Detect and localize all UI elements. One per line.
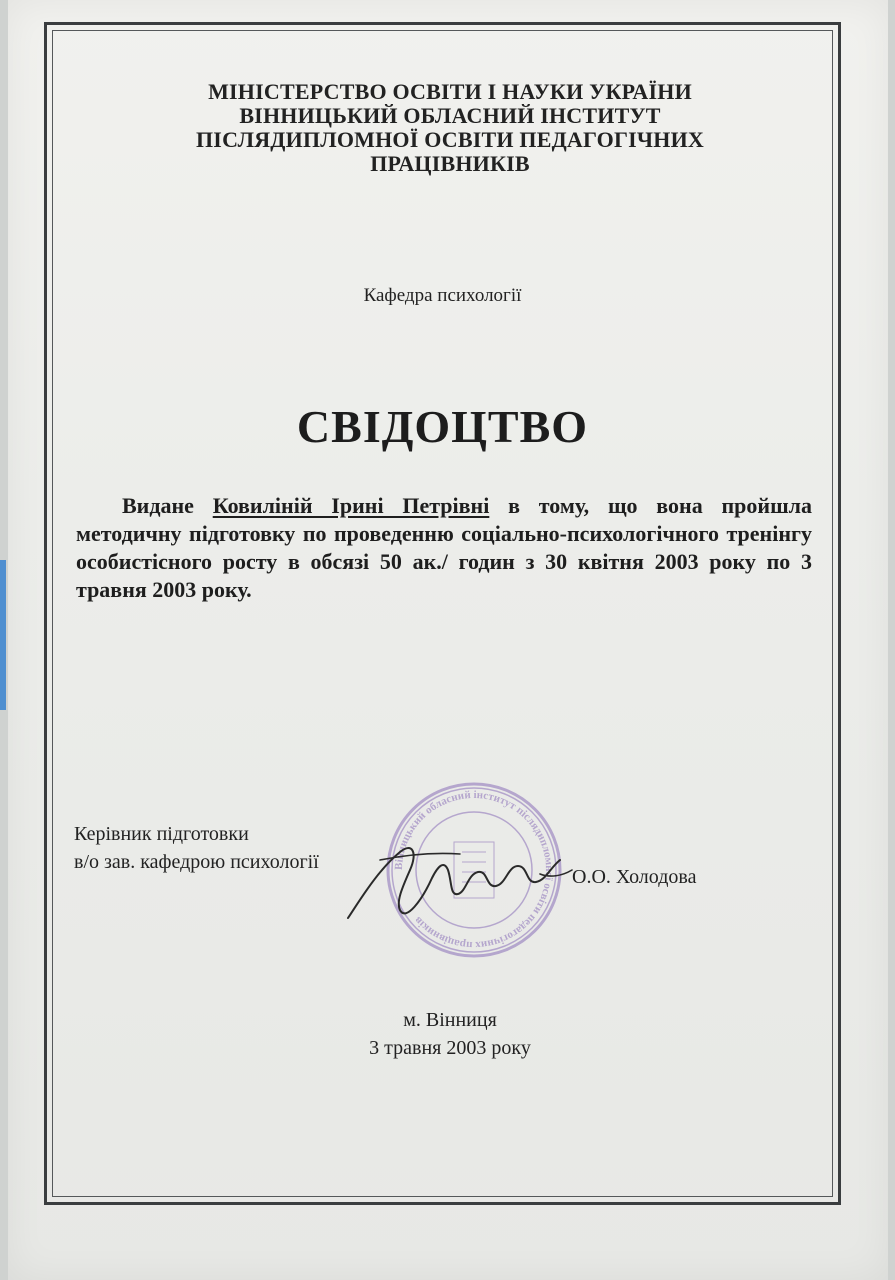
document-title: СВІДОЦТВО <box>296 401 589 452</box>
signatory-name: О.О. Холодова <box>572 866 697 888</box>
signatory-role-line-1: Керівник підготовки <box>74 823 249 845</box>
body-text: в тому, що вона пройшла методичну підготовку по проведенню соціально-психологічного тренінгу особистісного росту в обсязі 50 ак./ годин з 30 квітня 2003 року по 3 травня 2003 року. <box>76 493 813 602</box>
header-line-4: ПРАЦІВНИКІВ <box>370 151 530 176</box>
handwritten-signature-icon <box>340 830 580 930</box>
certificate-body <box>76 492 812 604</box>
place-and-date <box>0 1006 895 1062</box>
signatory-role <box>74 820 319 876</box>
city: м. Вінниця <box>403 1009 497 1031</box>
stamp-text: Вінницький обласний інститут післядипломної освіти педагогічних працівників <box>392 788 556 952</box>
issue-date: 3 травня 2003 року <box>369 1037 531 1059</box>
department-name: Кафедра психології <box>363 285 522 306</box>
body-prefix: Видане <box>122 493 213 518</box>
recipient-name: Ковиліній Ірині Петрівні <box>212 493 490 518</box>
institution-header <box>120 80 780 176</box>
background-edge <box>0 560 6 710</box>
header-line-3: ПІСЛЯДИПЛОМНОЇ ОСВІТИ ПЕДАГОГІЧНИХ <box>196 127 704 152</box>
header-line-1: МІНІСТЕРСТВО ОСВІТИ І НАУКИ УКРАЇНИ <box>208 79 692 104</box>
signatory-role-line-2: в/о зав. кафедрою психології <box>74 851 319 873</box>
header-line-2: ВІННИЦЬКИЙ ОБЛАСНИЙ ІНСТИТУТ <box>239 103 661 128</box>
